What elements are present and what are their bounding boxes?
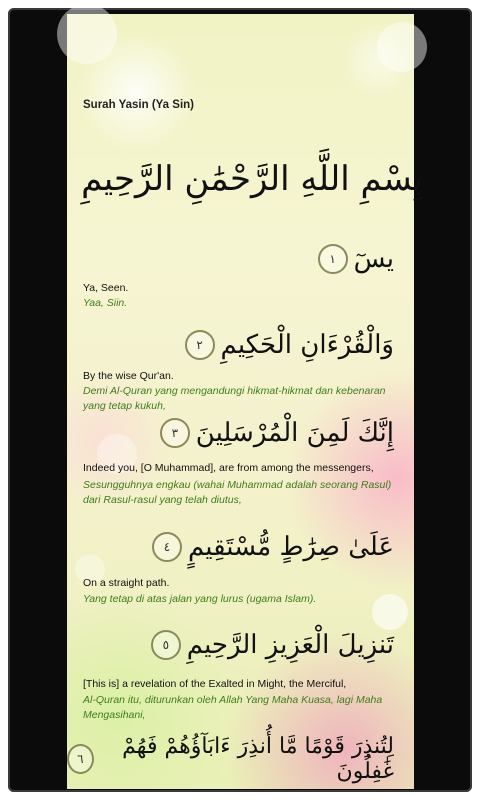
verse-arabic[interactable]: [185, 330, 394, 360]
verse-arabic[interactable]: [67, 734, 394, 784]
verse-number-marker: ٤: [152, 532, 182, 562]
verse-arabic[interactable]: [318, 244, 394, 274]
verse-translation-indonesian: Sesungguhnya engkau (wahai Muhammad adalah seorang Rasul) dari Rasul-rasul yang telah diutus,: [83, 479, 392, 506]
verse-number-marker: ٥: [151, 630, 181, 660]
verse-translation-english: Indeed you, [O Muhammad], are from among the messengers,: [83, 462, 374, 474]
verse-arabic-text: إِنَّكَ لَمِنَ الْمُرْسَلِينَ: [195, 418, 394, 448]
basmala-text: بِسْمِ اللَّهِ الرَّحْمَٰنِ الرَّحِيمِ: [81, 159, 423, 199]
verse-arabic-text: عَلَىٰ صِرَٰطٍ مُّسْتَقِيمٍ: [187, 532, 394, 562]
quran-reader-screen[interactable]: [67, 14, 423, 789]
basmala-calligraphy: [81, 142, 423, 212]
verse-translation-indonesian: Yaa, Siin.: [83, 297, 128, 309]
verse-arabic[interactable]: [151, 630, 394, 660]
verse-translation-english: By the wise Qur'an.: [83, 370, 174, 382]
verse-translation-english: Ya, Seen.: [83, 282, 129, 294]
verse-arabic-text: لِتُنذِرَ قَوْمًا مَّا أُنذِرَ ءَابَآؤُهُمْ فَهُمْ غَٰفِلُونَ: [122, 734, 394, 784]
bokeh-decoration: [377, 22, 427, 72]
verse-number-marker: ١: [318, 244, 348, 274]
verse-arabic[interactable]: [160, 418, 394, 448]
verse-translation-indonesian: Al-Quran itu, diturunkan oleh Allah Yang Maha Kuasa, lagi Maha Mengasihani,: [83, 694, 383, 721]
verse-translation-indonesian: Yang tetap di atas jalan yang lurus (ugama Islam).: [83, 593, 317, 605]
verse-translation-english: On a straight path.: [83, 577, 170, 589]
verse-number-marker: ٦: [67, 744, 94, 774]
verse-arabic-text: تَنزِيلَ الْعَزِيزِ الرَّحِيمِ: [186, 630, 394, 660]
verse-arabic-text: يسٓ: [353, 244, 394, 274]
verse-number-marker: ٣: [160, 418, 190, 448]
verse-number-marker: ٢: [185, 330, 215, 360]
verse-translation-english: [This is] a revelation of the Exalted in Might, the Merciful,: [83, 678, 347, 690]
verse-translation-indonesian: Demi Al-Quran yang mengandungi hikmat-hikmat dan kebenaran yang tetap kukuh,: [83, 385, 386, 412]
surah-title: Surah Yasin (Ya Sin): [83, 99, 194, 111]
bokeh-decoration: [57, 4, 117, 64]
verse-arabic-text: وَالْقُرْءَانِ الْحَكِيمِ: [220, 330, 394, 360]
verse-arabic[interactable]: [152, 532, 394, 562]
